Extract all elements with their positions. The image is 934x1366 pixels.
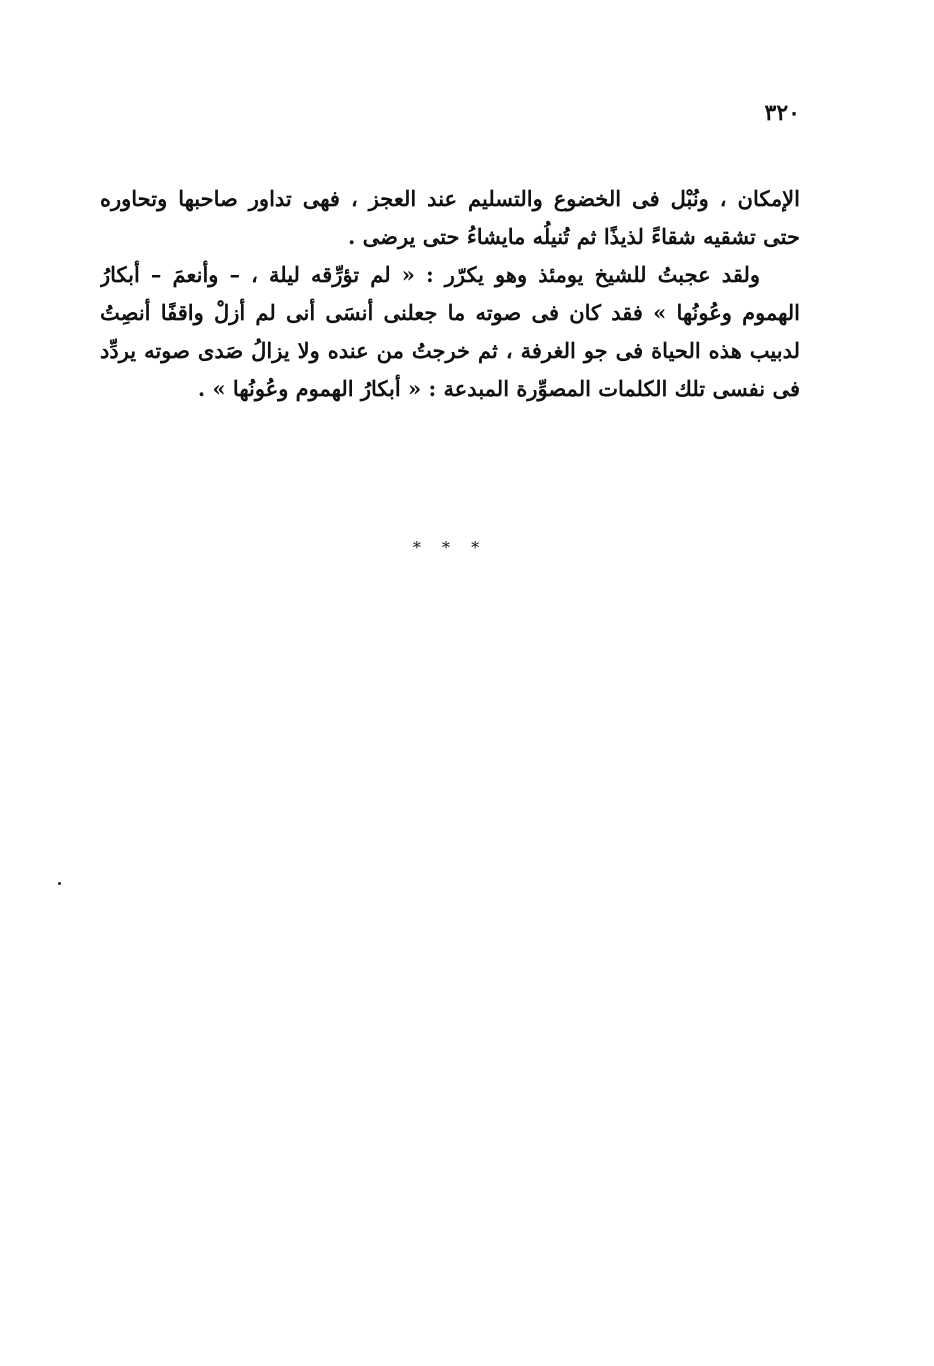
- text-line: حتى تشقيه شقاءً لذيذًا ثم تُنيلُه مايشاءُ حتى يرضى .: [348, 224, 800, 249]
- text-line: ولقد عجبتُ للشيخ يومئذ وهو يكرّر : « لم تؤرِّقه ليلة ، – وأنعمَ – أبكارُ: [100, 262, 760, 287]
- body-text: [100, 180, 800, 408]
- text-line: الإمكان ، ونُبْل فى الخضوع والتسليم عند العجز ، فهى تداور صاحبها وتحاوره: [100, 186, 800, 211]
- text-line: الهموم وعُونُها » فقد كان فى صوته ما جعلنى أنسَى أنى لم أزلْ واقفًا أنصِتُ: [100, 300, 800, 325]
- scan-speck: [58, 882, 61, 885]
- text-line: لدبيب هذه الحياة فى جو الغرفة ، ثم خرجتُ من عنده ولا يزالُ صَدى صوته يردِّد: [100, 338, 800, 363]
- text-line: فى نفسى تلك الكلمات المصوِّرة المبدعة : « أبكارُ الهموم وعُونُها » .: [197, 376, 800, 401]
- section-separator: * * *: [412, 538, 488, 557]
- page-number: ٣٢٠: [764, 100, 800, 126]
